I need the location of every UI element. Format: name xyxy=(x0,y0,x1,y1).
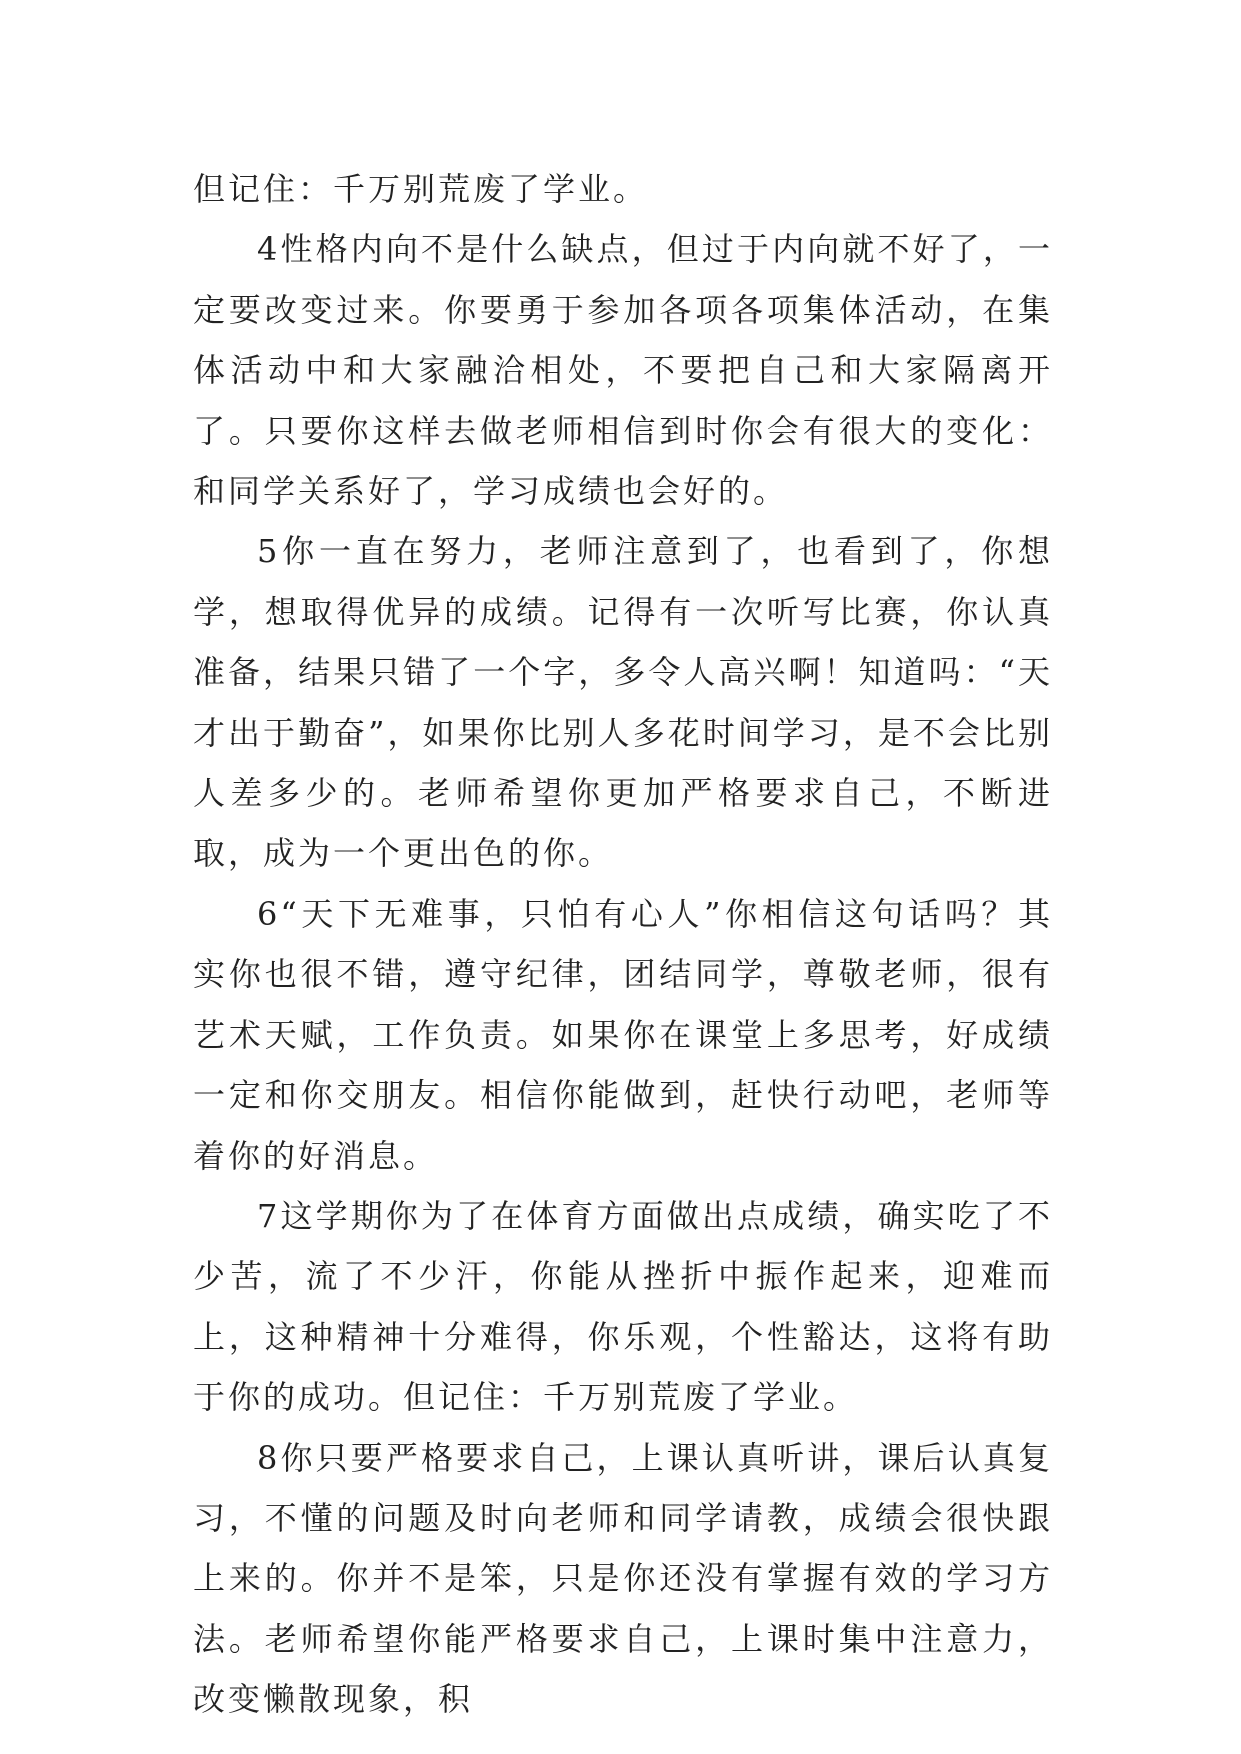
paragraph-continuation: 但记住：千万别荒废了学业。 xyxy=(193,170,649,208)
document-body xyxy=(193,159,1053,1730)
paragraph-comment-8: 8你只要严格要求自己，上课认真听讲，课后认真复习，不懂的问题及时向老师和同学请教，成绩会很快跟上来的。你并不是笨，只是你还没有掌握有效的学习方法。老师希望你能严格要求自己，上课时集中注意力，改变懒散现象，积 xyxy=(193,1438,1053,1719)
paragraph-comment-7: 7这学期你为了在体育方面做出点成绩，确实吃了不少苦，流了不少汗，你能从挫折中振作起来，迎难而上，这种精神十分难得，你乐观，个性豁达，这将有助于你的成功。但记住：千万别荒废了学业。 xyxy=(193,1196,1053,1417)
paragraph-comment-4: 4性格内向不是什么缺点，但过于内向就不好了，一定要改变过来。你要勇于参加各项各项集体活动，在集体活动中和大家融洽相处，不要把自己和大家隔离开了。只要你这样去做老师相信到时你会有很大的变化：和同学关系好了，学习成绩也会好的。 xyxy=(193,230,1053,511)
paragraph-comment-6: 6“天下无难事，只怕有心人”你相信这句话吗？其实你也很不错，遵守纪律，团结同学，尊敬老师，很有艺术天赋，工作负责。如果你在课堂上多思考，好成绩一定和你交朋友。相信你能做到，赶快行动吧，老师等着你的好消息。 xyxy=(193,894,1053,1175)
paragraph-comment-5: 5你一直在努力，老师注意到了，也看到了，你想学，想取得优异的成绩。记得有一次听写比赛，你认真准备，结果只错了一个字，多令人高兴啊！知道吗：“天才出于勤奋”，如果你比别人多花时间学习，是不会比别人差多少的。老师希望你更加严格要求自己，不断进取，成为一个更出色的你。 xyxy=(193,532,1053,873)
